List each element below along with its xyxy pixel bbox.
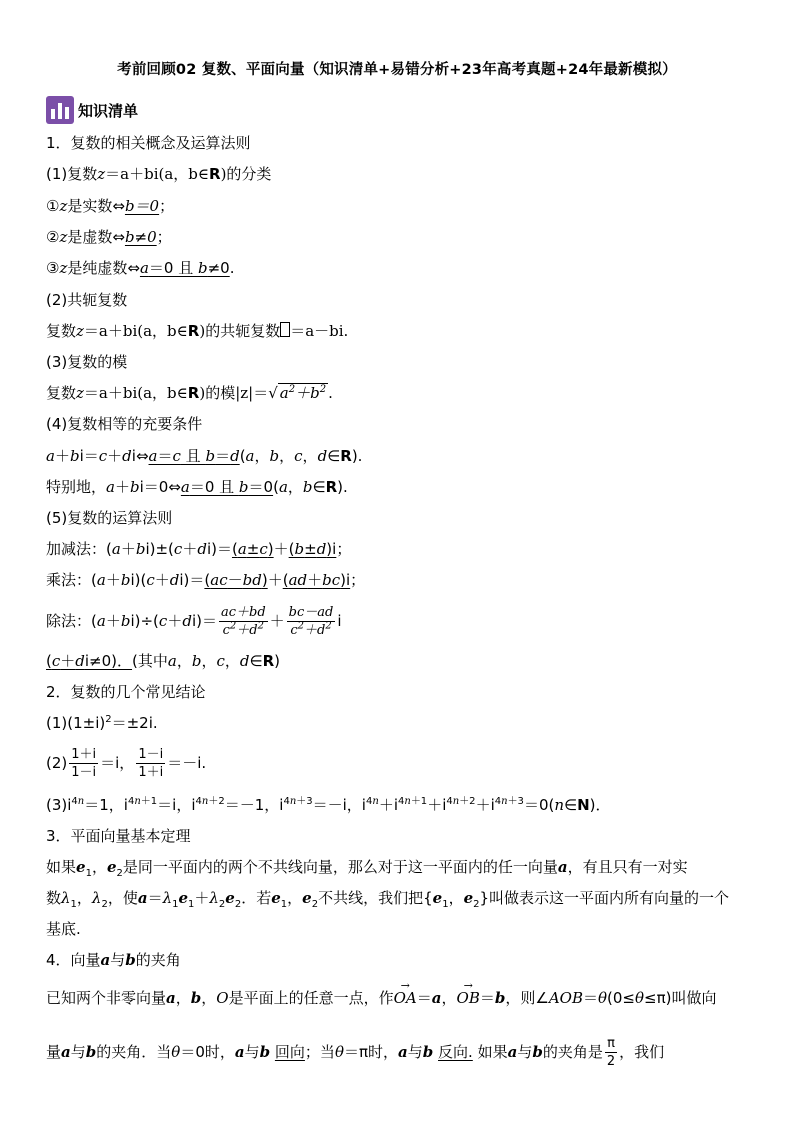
- line-theorem-2: 数$\lambda_1$，$\lambda_2$，使$a=\lambda_1e_1+\lambda_2e_2$．若$e_1$，$e_2$不共线，我们把{$e_1$，$e_2$}叫做表示这一平面内所有向量的一个: [46, 889, 730, 910]
- line-multiply: 乘法：(a＋bi)(c＋di)＝(ac－bd)＋(ad＋bc)i；: [46, 571, 366, 589]
- subheading-modulus: (3)复数的模: [46, 353, 128, 371]
- line-classification: (1)复数z＝a＋bi(a，b∈R)的分类: [46, 165, 272, 183]
- line-conclusion-3: $(3)i^{4n}=1$，$i^{4n+1}=i$，$i^{4n+2}=-1$，$i^{4n+3}=-i$，$i^{4n}+i^{4n+1}+i^{4n+2}+i^{4n+3}=0(n\in N)$．: [46, 796, 611, 814]
- line-conclusion-2: (2) $\frac{1+i}{1-i}$ ＝i， $\frac{1-i}{1+i}$ ＝－i.: [46, 747, 207, 780]
- line-add: 加减法：(a＋bi)±(c＋di)＝(a±c)＋(b±d)i；: [46, 540, 352, 558]
- bar-chart-icon: [46, 96, 74, 124]
- subheading-conjugate: (2)共轭复数: [46, 291, 128, 309]
- heading-3: 3．平面向量基本定理: [46, 827, 191, 845]
- page-title: 考前回顾02 复数、平面向量（知识清单+易错分析+23年高考真题+24年最新模拟）: [117, 62, 677, 78]
- section-label: 知识清单: [78, 101, 139, 120]
- line-special: 特别地，a＋bi＝0⇔a＝0 且 b＝0(a，b∈R).: [46, 478, 348, 496]
- heading-4: 4．向量a与b的夹角: [46, 951, 181, 969]
- subheading-operations: (5)复数的运算法则: [46, 509, 173, 527]
- line-modulus: 复数z＝a＋bi(a，b∈R)的模|z|＝√ $a^2+b^2$ .: [46, 384, 333, 402]
- line-angle-1: 已知两个非零向量a，b，O是平面上的任意一点，作→ OA＝a，→ OB＝b，则∠AOB＝θ(0≤θ≤π)叫做向: [46, 988, 717, 1008]
- line-divide-cond: (c＋di≠0)．(其中a，b，c，d∈R): [46, 652, 281, 670]
- line-real: ①z是实数⇔b＝0；: [46, 197, 175, 215]
- line-theorem-1: 如果$e_1$，$e_2$是同一平面内的两个不共线向量，那么对于这一平面内的任一向量a，有且只有一对实: [46, 858, 688, 879]
- line-divide: 除法：(a＋bi)÷(c＋di)＝ $\frac{ac+bd}{c^2+d^2}$ ＋ $\frac{bc-ad}{c^2+d^2}$ i: [46, 605, 342, 638]
- line-equality: a＋bi＝c＋di⇔a＝c 且 b＝d(a，b，c，d∈R).: [46, 447, 363, 465]
- line-pure-imag: ③z是纯虚数⇔a＝0 且 b≠0.: [46, 259, 235, 277]
- line-angle-2: 量a与b的夹角．当θ＝0时，a与b 回向；当θ＝π时，a与b 反向. 如果a与b的夹角是 $\frac{\pi}{2}$ ，我们: [46, 1036, 665, 1069]
- line-conclusion-1: $(1)(1\pm i)^2=\pm 2i$.: [46, 714, 158, 732]
- subheading-equality: (4)复数相等的充要条件: [46, 415, 203, 433]
- section-header: [46, 96, 138, 124]
- line-conjugate: 复数z＝a＋bi(a，b∈R)的共轭复数 ＝a－bi.: [46, 322, 349, 340]
- line-imag: ②z是虚数⇔b≠0；: [46, 228, 172, 246]
- heading-1: 1．复数的相关概念及运算法则: [46, 134, 251, 152]
- line-theorem-3: 基底.: [46, 920, 81, 938]
- heading-2: 2．复数的几个常见结论: [46, 683, 206, 701]
